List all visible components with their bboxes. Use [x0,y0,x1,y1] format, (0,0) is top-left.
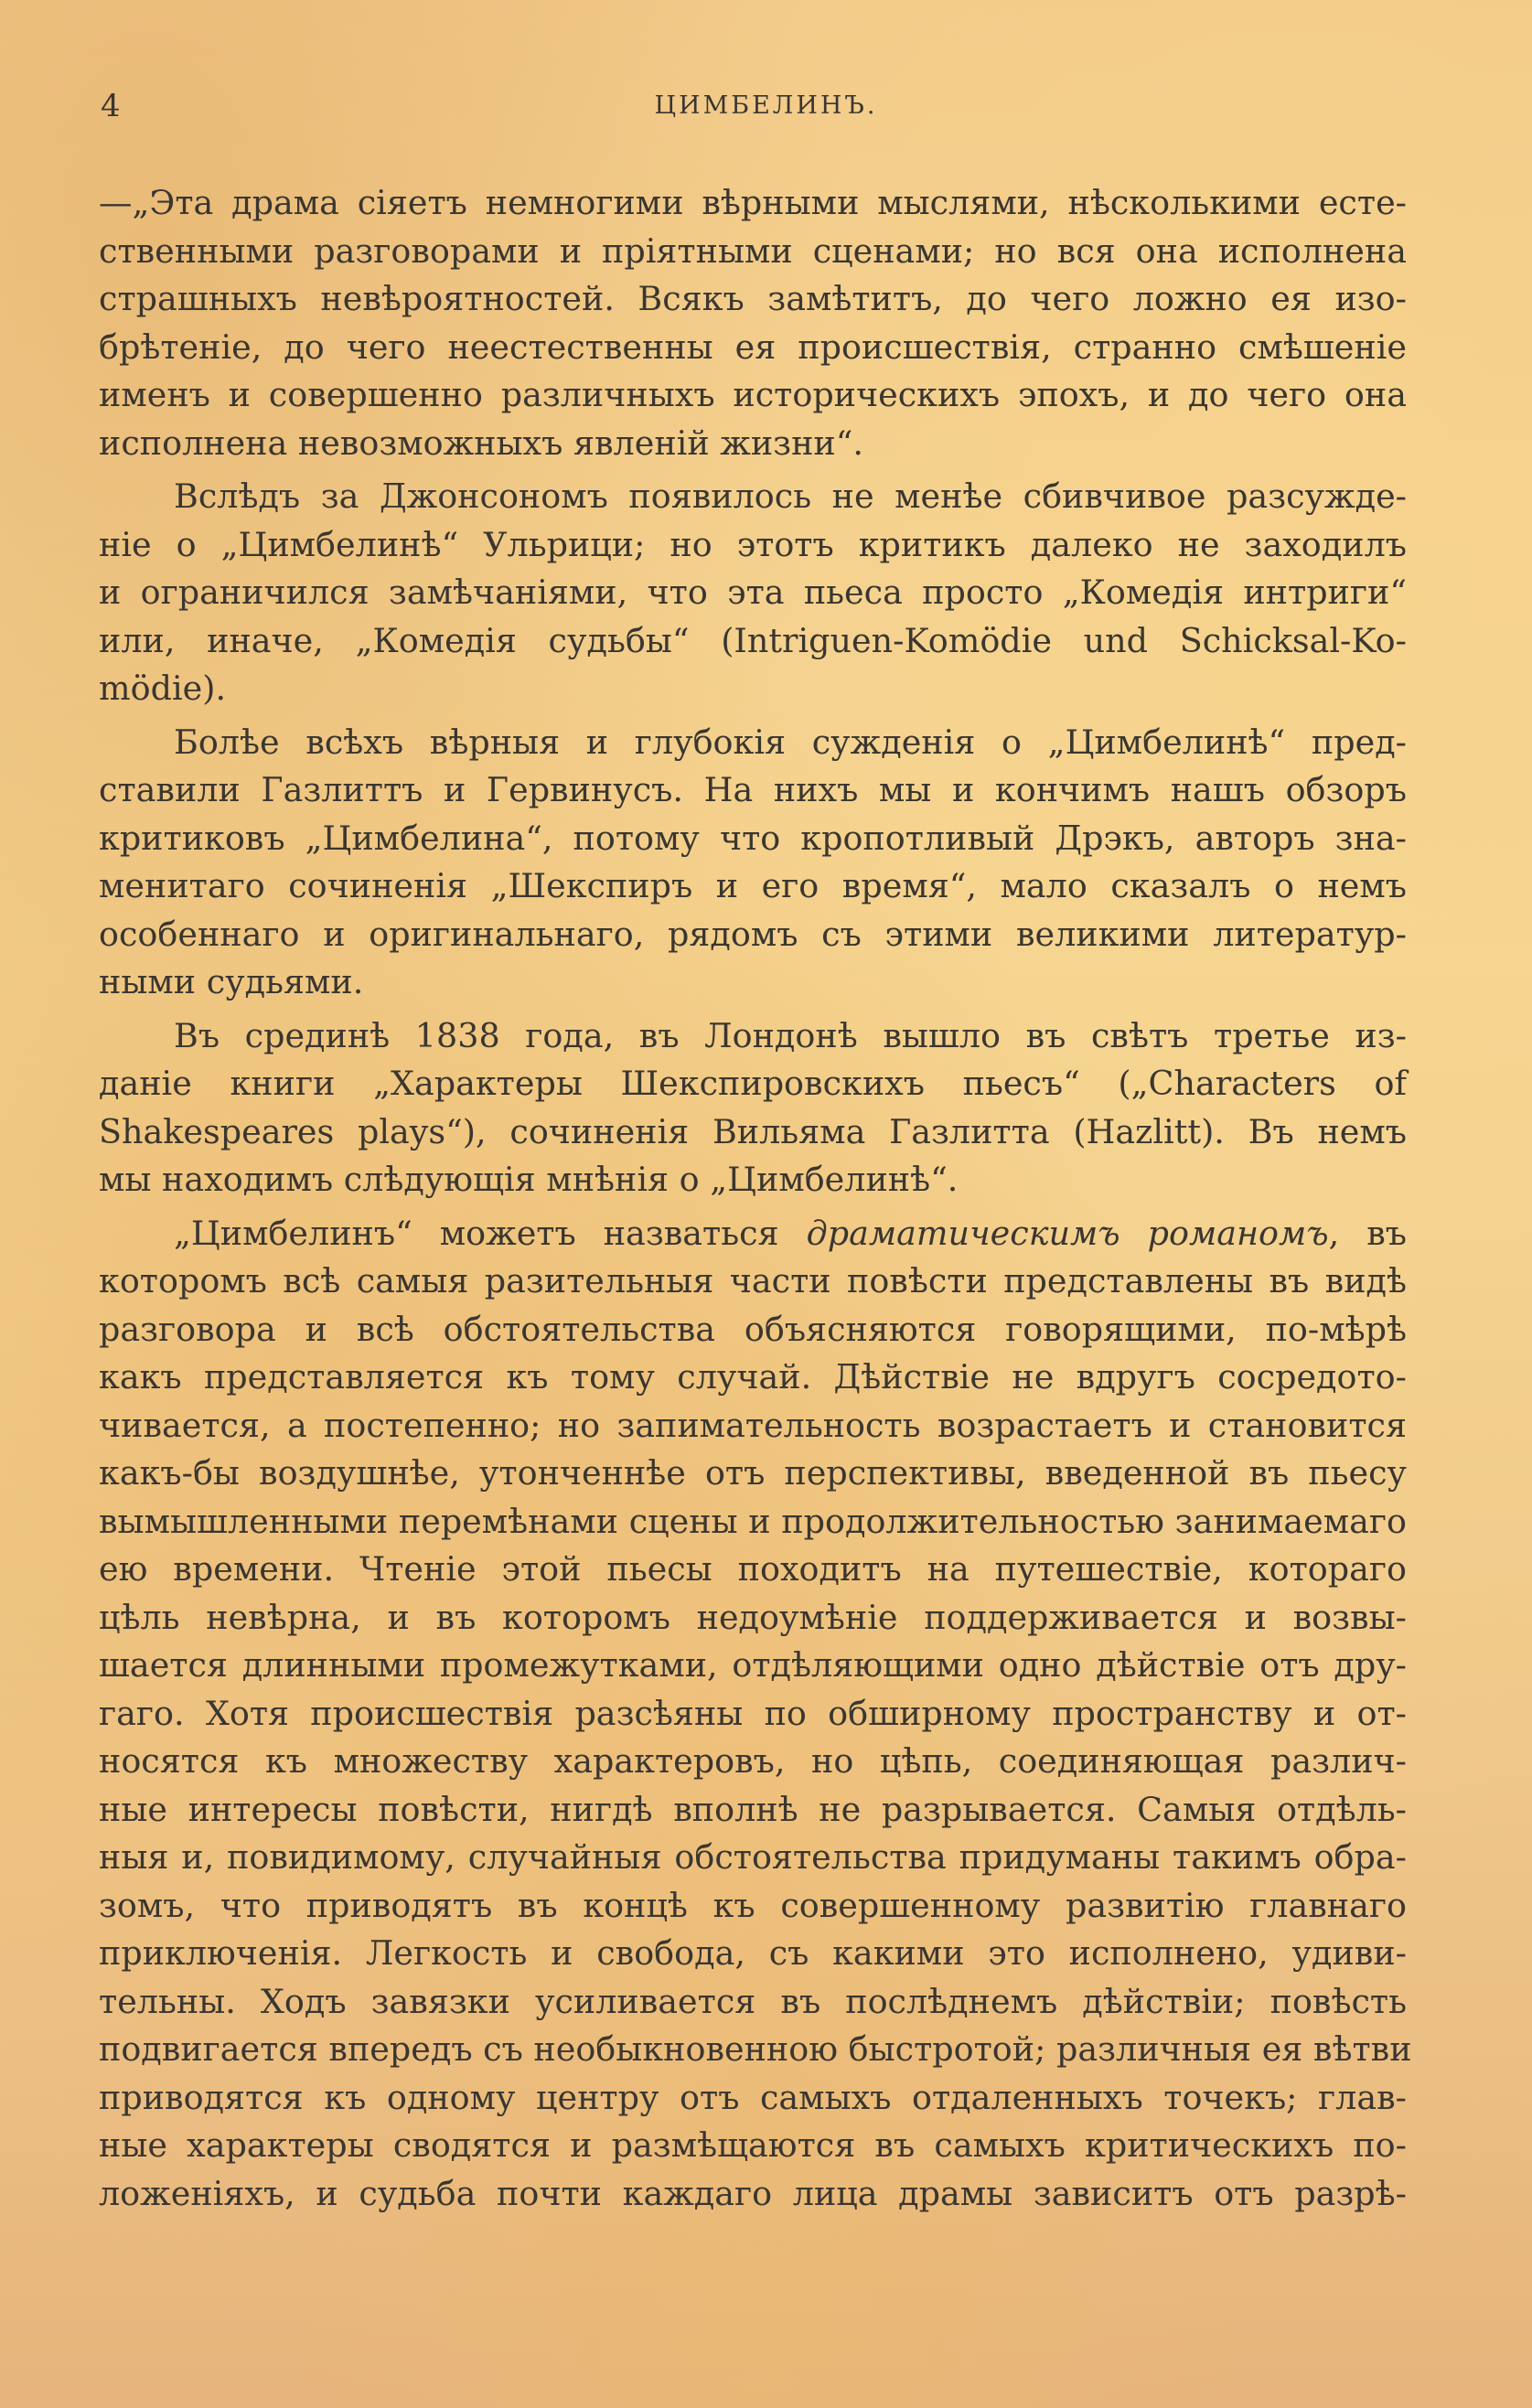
text-line: какъ представляется къ тому случай. Дѣйствіе не вдругъ сосредото- [99,1357,1407,1397]
text-line: именъ и совершенно различныхъ историческихъ эпохъ, и до чего она [99,375,1407,414]
text-line: зомъ, что приводятъ въ концѣ къ совершенному развитію главнаго [99,1885,1407,1925]
text-line: гаго. Хотя происшествія разсѣяны по обширному пространству и от- [99,1693,1407,1733]
text-line: Въ срединѣ 1838 года, въ Лондонѣ вышло въ свѣтъ третье из- [174,1015,1407,1055]
paragraph [99,1210,1412,2219]
text-span: „Цимбелинъ“ можетъ назваться [174,1213,807,1253]
text-line: страшныхъ невѣроятностей. Всякъ замѣтитъ, до чего ложно ея изо- [99,279,1407,318]
text-line: ніе о „Цимбелинѣ“ Ульрици; но этотъ критикъ далеко не заходилъ [99,524,1407,564]
body-text [99,179,1412,2218]
text-line: —„Эта драма сіяетъ немногими вѣрными мыслями, нѣсколькими есте- [99,183,1407,222]
text-line: подвигается впередъ съ необыкновенною быстротой; различныя ея вѣтви [99,2029,1412,2069]
text-line: Shakespeares plays“), сочиненія Вильяма Газлитта (Hazlitt). Въ немъ [99,1111,1407,1151]
text-line: Вслѣдъ за Джонсономъ появилось не менѣе сбивчивое разсужде- [174,476,1407,516]
text-line: mödie). [99,669,227,708]
text-line: которомъ всѣ самыя разительныя части повѣсти представлены въ видѣ [99,1261,1407,1300]
text-line: носятся къ множеству характеровъ, но цѣпь, соединяющая различ- [99,1741,1407,1781]
text-line: шается длинными промежутками, отдѣляющими одно дѣйствіе отъ дру- [99,1645,1407,1685]
paragraph [99,473,1407,713]
text-line: менитаго сочиненія „Шекспиръ и его время“, мало сказалъ о немъ [99,866,1407,905]
text-line: приключенія. Легкость и свобода, съ какими это исполнено, удиви- [99,1933,1407,1973]
text-line: ею времени. Чтеніе этой пьесы походитъ на путешествіе, котораго [99,1549,1407,1589]
paragraph [99,719,1407,1007]
text-line: приводятся къ одному центру отъ самыхъ отдаленныхъ точекъ; глав- [99,2077,1407,2117]
text-line: особеннаго и оригинальнаго, рядомъ съ этими великими литератур- [99,914,1407,954]
text-line: даніе книги „Характеры Шекспировскихъ пьесъ“ („Characters of [99,1064,1407,1103]
text-line: ставили Газлиттъ и Гервинусъ. На нихъ мы и кончимъ нашъ обзоръ [99,770,1407,809]
text-line: цѣль невѣрна, и въ которомъ недоумѣніе поддерживается и возвы- [99,1597,1407,1637]
italic-phrase: драматическимъ романомъ [806,1213,1329,1253]
text-line: мы находимъ слѣдующія мнѣнія о „Цимбелинѣ“. [99,1160,959,1199]
text-line: ложеніяхъ, и судьба почти каждаго лица драмы зависитъ отъ разрѣ- [99,2173,1407,2213]
text-line [99,1210,1407,1258]
text-span: , въ [1328,1213,1407,1253]
text-line: ными судьями. [99,962,364,1001]
text-line: чивается, а постепенно; но запимательность возрастаетъ и становится [99,1405,1407,1445]
paragraph [99,1012,1407,1204]
text-line: ственными разговорами и пріятными сценами; но вся она исполнена [99,230,1407,271]
text-line: вымышленными перемѣнами сцены и продолжительностью занимаемаго [99,1501,1407,1541]
text-line: какъ-бы воздушнѣе, утонченнѣе отъ перспективы, введенной въ пьесу [99,1453,1407,1493]
text-line: и ограничился замѣчаніями, что эта пьеса просто „Комедія интриги“ [99,573,1407,612]
text-line: брѣтеніе, до чего неестественны ея происшествія, странно смѣшеніе [99,326,1407,367]
text-line: ные характеры сводятся и размѣщаются въ самыхъ критическихъ по- [99,2125,1407,2165]
text-line: Болѣе всѣхъ вѣрныя и глубокія сужденія о „Цимбелинѣ“ пред- [174,722,1407,762]
text-line: разговора и всѣ обстоятельства объясняются говорящими, по-мѣрѣ [99,1309,1407,1349]
text-line: ныя и, повидимому, случайныя обстоятельства придуманы такимъ обра- [99,1837,1407,1877]
text-line: критиковъ „Цимбелина“, потому что кропотливый Дрэкъ, авторъ зна- [99,818,1407,858]
text-line: ные интересы повѣсти, нигдѣ вполнѣ не разрывается. Самыя отдѣль- [99,1789,1407,1829]
paragraph [99,179,1407,467]
running-head: ЦИМБЕЛИНЪ. [654,91,878,120]
text-line: тельны. Ходъ завязки усиливается въ послѣднемъ дѣйствіи; повѣсть [99,1981,1407,2021]
text-line: исполнена невозможныхъ явленій жизни“. [99,423,863,463]
page-number: 4 [101,88,122,124]
text-line: или, иначе, „Комедія судьбы“ (Intriguen-Komödie und Schicksal-Ko- [99,620,1407,660]
